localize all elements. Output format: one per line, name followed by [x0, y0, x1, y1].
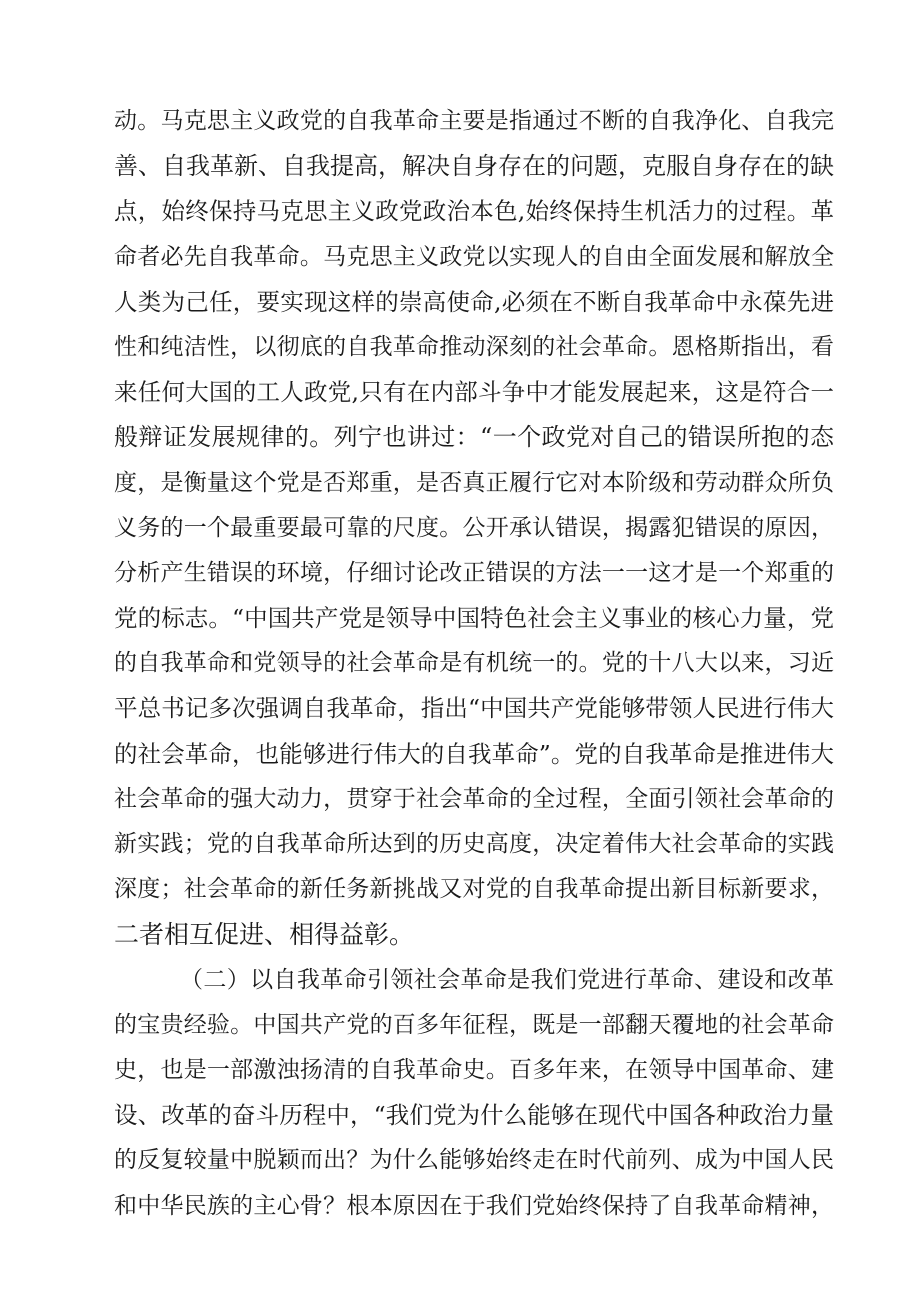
text-line: 社会革命的强大动力，贯穿于社会革命的全过程，全面引领社会革命的: [114, 785, 834, 812]
text-line: 分析产生错误的环境，仔细讨论改正错误的方法一一这才是一个郑重的: [114, 559, 834, 586]
text-line: 善、自我革新、自我提高，解决自身存在的问题，克服自身存在的缺: [114, 152, 834, 181]
body-text: [114, 99, 834, 1229]
text-line: 义务的一个最重要最可靠的尺度。公开承认错误，揭露犯错误的原因，: [114, 514, 834, 541]
text-line: 点，始终保持马克思主义政党政治本色,始终保持生机活力的过程。革: [114, 197, 834, 226]
text-line: 的反复较量中脱颖而出？为什么能够始终走在时代前列、成为中国人民: [114, 1147, 834, 1174]
text-line: 度，是衡量这个党是否郑重，是否真正履行它对本阶级和劳动群众所负: [114, 469, 834, 496]
text-line: 新实践；党的自我革命所达到的历史高度，决定着伟大社会革命的实践: [114, 831, 834, 857]
text-line: 平总书记多次强调自我革命，指出“中国共产党能够带领人民进行伟大: [114, 694, 834, 723]
text-line: 人类为己任，要实现这样的崇高使命,必须在不断自我革命中永葆先进: [114, 287, 834, 316]
text-line: 和中华民族的主心骨？根本原因在于我们党始终保持了自我革命精神，: [114, 1192, 834, 1219]
text-line: 史，也是一部激浊扬清的自我革命史。百多年来，在领导中国革命、建: [114, 1056, 834, 1083]
text-line: 般辩证发展规律的。列宁也讲过：“一个政党对自己的错误所抱的态: [114, 423, 834, 452]
text-line: 的自我革命和党领导的社会革命是有机统一的。党的十八大以来，习近: [114, 650, 834, 677]
section-heading-line: （二）以自我革命引领社会革命是我们党进行革命、建设和改革: [180, 966, 834, 993]
paragraph-end-line: 二者相互促进、相得益彰。: [114, 920, 415, 950]
text-line: 动。马克思主义政党的自我革命主要是指通过不断的自我净化、自我完: [114, 108, 834, 134]
text-line: 深度；社会革命的新任务新挑战又对党的自我革命提出新目标新要求，: [114, 876, 834, 903]
text-line: 来任何大国的工人政党,只有在内部斗争中才能发展起来，这是符合一: [114, 378, 834, 407]
text-line: 性和纯洁性，以彻底的自我革命推动深刻的社会革命。恩格斯指出，看: [114, 333, 834, 360]
text-line: 设、改革的奋斗历程中，“我们党为什么能够在现代中国各种政治力量: [114, 1101, 834, 1130]
text-line: 的社会革命，也能够进行伟大的自我革命”。党的自我革命是推进伟大: [114, 739, 834, 768]
text-line: 的宝贵经验。中国共产党的百多年征程，既是一部翻天覆地的社会革命: [114, 1011, 834, 1038]
text-line: 党的标志。“中国共产党是领导中国特色社会主义事业的核心力量，党: [114, 604, 834, 633]
text-line: 命者必先自我革命。马克思主义政党以实现人的自由全面发展和解放全: [114, 243, 834, 270]
